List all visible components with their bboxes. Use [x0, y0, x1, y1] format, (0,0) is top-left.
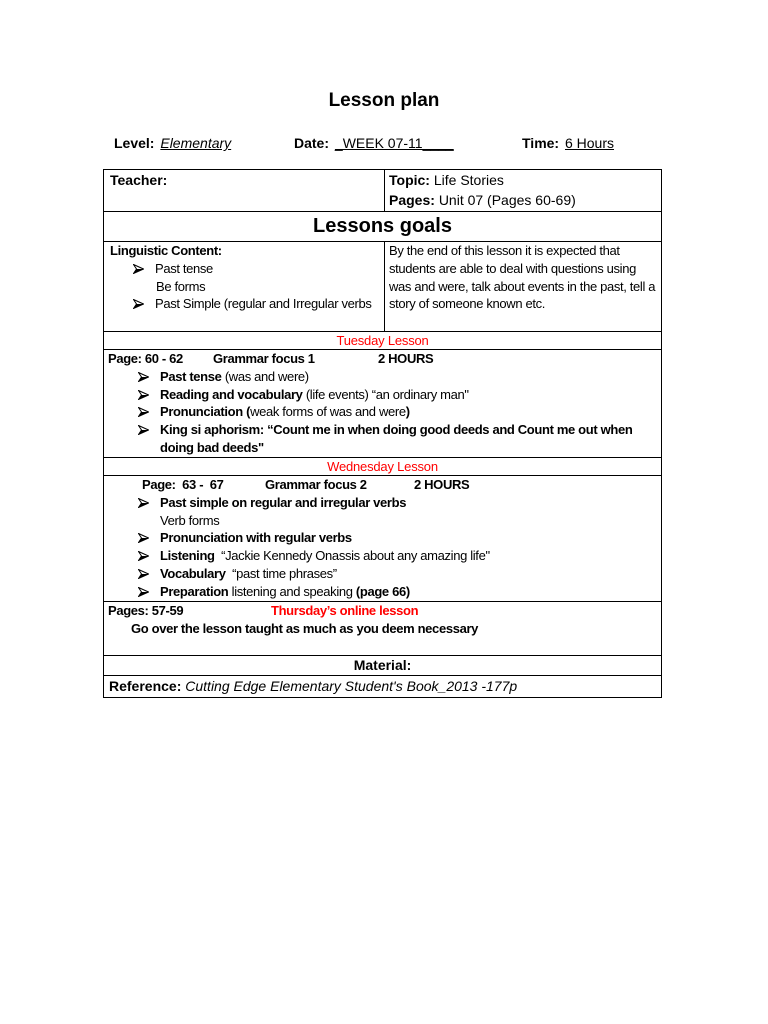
date-value: _WEEK 07-11____	[334, 135, 454, 151]
tuesday-item-topic: King si aphorism: “Count me in when doing good deeds and Count me out when doing bad deeds"	[160, 422, 633, 455]
wednesday-item	[104, 494, 661, 530]
tuesday-item-topic: Pronunciation (	[160, 404, 251, 420]
wednesday-item-topic: Past simple on regular and irregular verbs	[160, 494, 407, 510]
pages-line	[389, 190, 661, 210]
arrow-bullet-icon	[138, 583, 160, 601]
wednesday-item-topic-end: (page 66)	[355, 583, 410, 599]
wednesday-item-detail: “past time phrases”	[232, 565, 337, 581]
material-heading: Material:	[104, 656, 661, 676]
arrow-bullet-icon	[138, 529, 160, 547]
wednesday-item-text	[160, 565, 661, 583]
tuesday-item	[104, 386, 661, 404]
linguistic-content-heading	[104, 242, 384, 260]
topic-value: Life Stories	[433, 172, 504, 188]
arrow-bullet-icon	[138, 403, 160, 421]
level-field	[114, 133, 231, 153]
wednesday-item	[104, 565, 661, 583]
wednesday-item-subline: Verb forms	[160, 512, 220, 528]
tuesday-grammar-focus: Grammar focus 1	[213, 351, 315, 366]
lesson-objective-cell	[385, 242, 661, 331]
lesson-plan-table	[103, 169, 662, 698]
linguistic-item-text: Past Simple (regular and Irregular verbs	[155, 296, 372, 312]
reference-label: Reference:	[109, 678, 182, 694]
tuesday-item-detail: weak forms of was and were	[250, 404, 406, 420]
wednesday-item-topic: Pronunciation with regular verbs	[160, 530, 352, 546]
thursday-pages: Pages: 57-59	[108, 603, 184, 618]
thursday-lesson-note: Go over the lesson taught as much as you deem necessary	[131, 620, 479, 636]
tuesday-lesson-heading: Tuesday Lesson	[104, 332, 661, 350]
tuesday-lesson-summary	[104, 350, 661, 368]
wednesday-item-topic: Listening	[160, 548, 215, 564]
tuesday-item	[104, 421, 661, 457]
tuesday-pages: Page: 60 - 62	[108, 351, 183, 366]
pages-label: Pages:	[389, 192, 435, 208]
tuesday-item-topic: Past tense	[160, 368, 222, 384]
arrow-bullet-icon	[138, 421, 160, 457]
arrow-bullet-icon	[138, 547, 160, 565]
thursday-lesson-heading: Thursday’s online lesson	[271, 603, 419, 618]
pages-value: Unit 07 (Pages 60-69)	[438, 192, 576, 208]
wednesday-grammar-focus: Grammar focus 2	[265, 477, 367, 492]
linguistic-item	[104, 295, 384, 313]
wednesday-item	[104, 547, 661, 565]
teacher-cell	[104, 170, 385, 211]
arrow-bullet-icon	[138, 494, 160, 530]
wednesday-item-topic: Preparation	[160, 583, 229, 599]
arrow-bullet-icon	[133, 260, 155, 278]
page-title: Lesson plan	[328, 90, 440, 111]
tuesday-lesson-content	[104, 350, 661, 458]
lesson-objective-text: By the end of this lesson it is expected that students are able to deal with questions using was and were, talk about events in the past, tell a story of someone known etc.	[389, 243, 656, 312]
topic-cell	[385, 170, 661, 211]
reference-value: Cutting Edge Elementary Student's Book_2013 -177p	[185, 678, 518, 694]
tuesday-item	[104, 403, 661, 421]
time-label: Time:	[522, 135, 560, 151]
linguistic-item-text: Past tense	[155, 260, 213, 276]
arrow-bullet-icon	[133, 295, 155, 313]
thursday-lesson-summary	[104, 602, 661, 620]
tuesday-hours: 2 HOURS	[378, 351, 434, 366]
wednesday-item-detail: “Jackie Kennedy Onassis about any amazing life"	[221, 548, 490, 564]
tuesday-item-text	[160, 386, 661, 404]
linguistic-content-label: Linguistic Content:	[110, 243, 222, 258]
topic-label: Topic:	[389, 172, 430, 188]
lessons-goals-heading: Lessons goals	[104, 212, 661, 242]
linguistic-item-text: Be forms	[156, 278, 206, 294]
wednesday-hours: 2 HOURS	[414, 477, 470, 492]
wednesday-lesson-heading: Wednesday Lesson	[104, 458, 661, 476]
tuesday-item-text	[160, 421, 661, 457]
tuesday-item-detail: (was and were)	[224, 368, 309, 384]
reference-row	[104, 676, 661, 697]
wednesday-item-detail: listening and speaking	[231, 583, 353, 599]
time-field	[522, 133, 614, 153]
tuesday-item-text	[160, 368, 661, 386]
tuesday-item-text	[160, 403, 661, 421]
tuesday-item-topic-end: )	[405, 404, 410, 420]
wednesday-item-text	[160, 583, 661, 601]
teacher-topic-row	[104, 170, 661, 212]
date-label: Date:	[294, 135, 330, 151]
linguistic-content-cell	[104, 242, 385, 331]
level-value: Elementary	[160, 135, 232, 151]
tuesday-item-topic: Reading and vocabulary	[160, 386, 303, 402]
arrow-bullet-icon	[138, 565, 160, 583]
wednesday-pages: Page: 63 - 67	[142, 477, 224, 492]
linguistic-item	[104, 260, 384, 278]
date-field	[294, 133, 454, 153]
time-value: 6 Hours	[564, 135, 615, 151]
wednesday-lesson-content	[104, 476, 661, 602]
wednesday-item-topic: Vocabulary	[160, 565, 226, 581]
arrow-bullet-icon	[138, 386, 160, 404]
wednesday-item-text	[160, 494, 661, 530]
wednesday-item	[104, 583, 661, 601]
topic-line	[389, 170, 661, 190]
arrow-bullet-icon	[138, 368, 160, 386]
goals-row	[104, 242, 661, 332]
wednesday-lesson-summary	[104, 476, 661, 494]
wednesday-item-text	[160, 547, 661, 565]
tuesday-item-detail: (life events) “an ordinary man"	[305, 386, 469, 402]
level-label: Level:	[114, 135, 155, 151]
tuesday-item	[104, 368, 661, 386]
teacher-label: Teacher:	[110, 172, 168, 188]
thursday-lesson-content	[104, 602, 661, 656]
wednesday-item-text	[160, 529, 661, 547]
wednesday-item	[104, 529, 661, 547]
